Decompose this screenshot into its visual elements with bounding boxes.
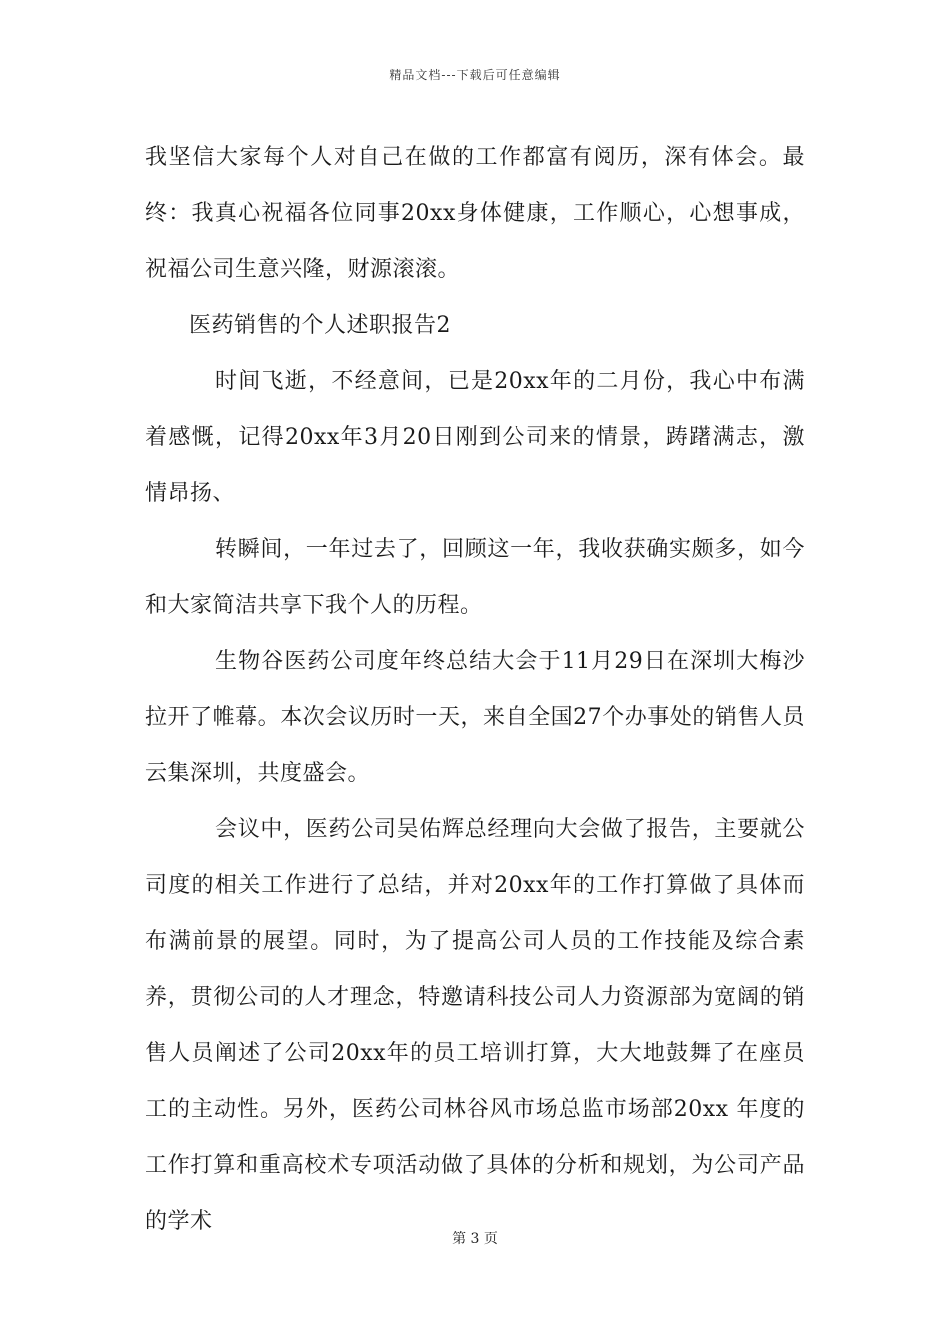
section-heading: 医药销售的个人述职报告2 <box>189 313 451 338</box>
paragraph-conference: 生物谷医药公司度年终总结大会于11月29日在深圳大梅沙拉开了帷幕。本次会议历时一天，来自全国27个办事处的销售人员云集深圳，共度盛会。 <box>145 649 805 786</box>
paragraph-closing-wishes: 我坚信大家每个人对自己在做的工作都富有阅历，深有体会。最终：我真心祝福各位同事20xx身体健康，工作顺心，心想事成，祝福公司生意兴隆，财源滚滚。 <box>145 145 805 282</box>
paragraph-review: 转瞬间，一年过去了，回顾这一年，我收获确实颇多，如今和大家简洁共享下我个人的历程。 <box>145 537 805 618</box>
page-header: 精品文档---下载后可任意编辑 <box>389 68 561 82</box>
paragraph-meeting-report: 会议中，医药公司吴佑辉总经理向大会做了报告，主要就公司度的相关工作进行了总结，并对20xx年的工作打算做了具体而布满前景的展望。同时，为了提高公司人员的工作技能及综合素养，贯彻公司的人才理念，特邀请科技公司人力资源部为宽阔的销售人员阐述了公司20xx年的员工培训打算，大大地鼓舞了在座员工的主动性。另外，医药公司林谷风市场总监市场部20xx 年度的工作打算和重高校术专项活动做了具体的分析和规划，为公司产品的学术 <box>145 817 805 1234</box>
page-number: 第 3 页 <box>452 1231 498 1247</box>
paragraph-intro: 时间飞逝，不经意间，已是20xx年的二月份，我心中布满着感慨，记得20xx年3月20日刚到公司来的情景，踌躇满志，激情昂扬、 <box>145 369 805 506</box>
document-body <box>145 130 805 1250</box>
